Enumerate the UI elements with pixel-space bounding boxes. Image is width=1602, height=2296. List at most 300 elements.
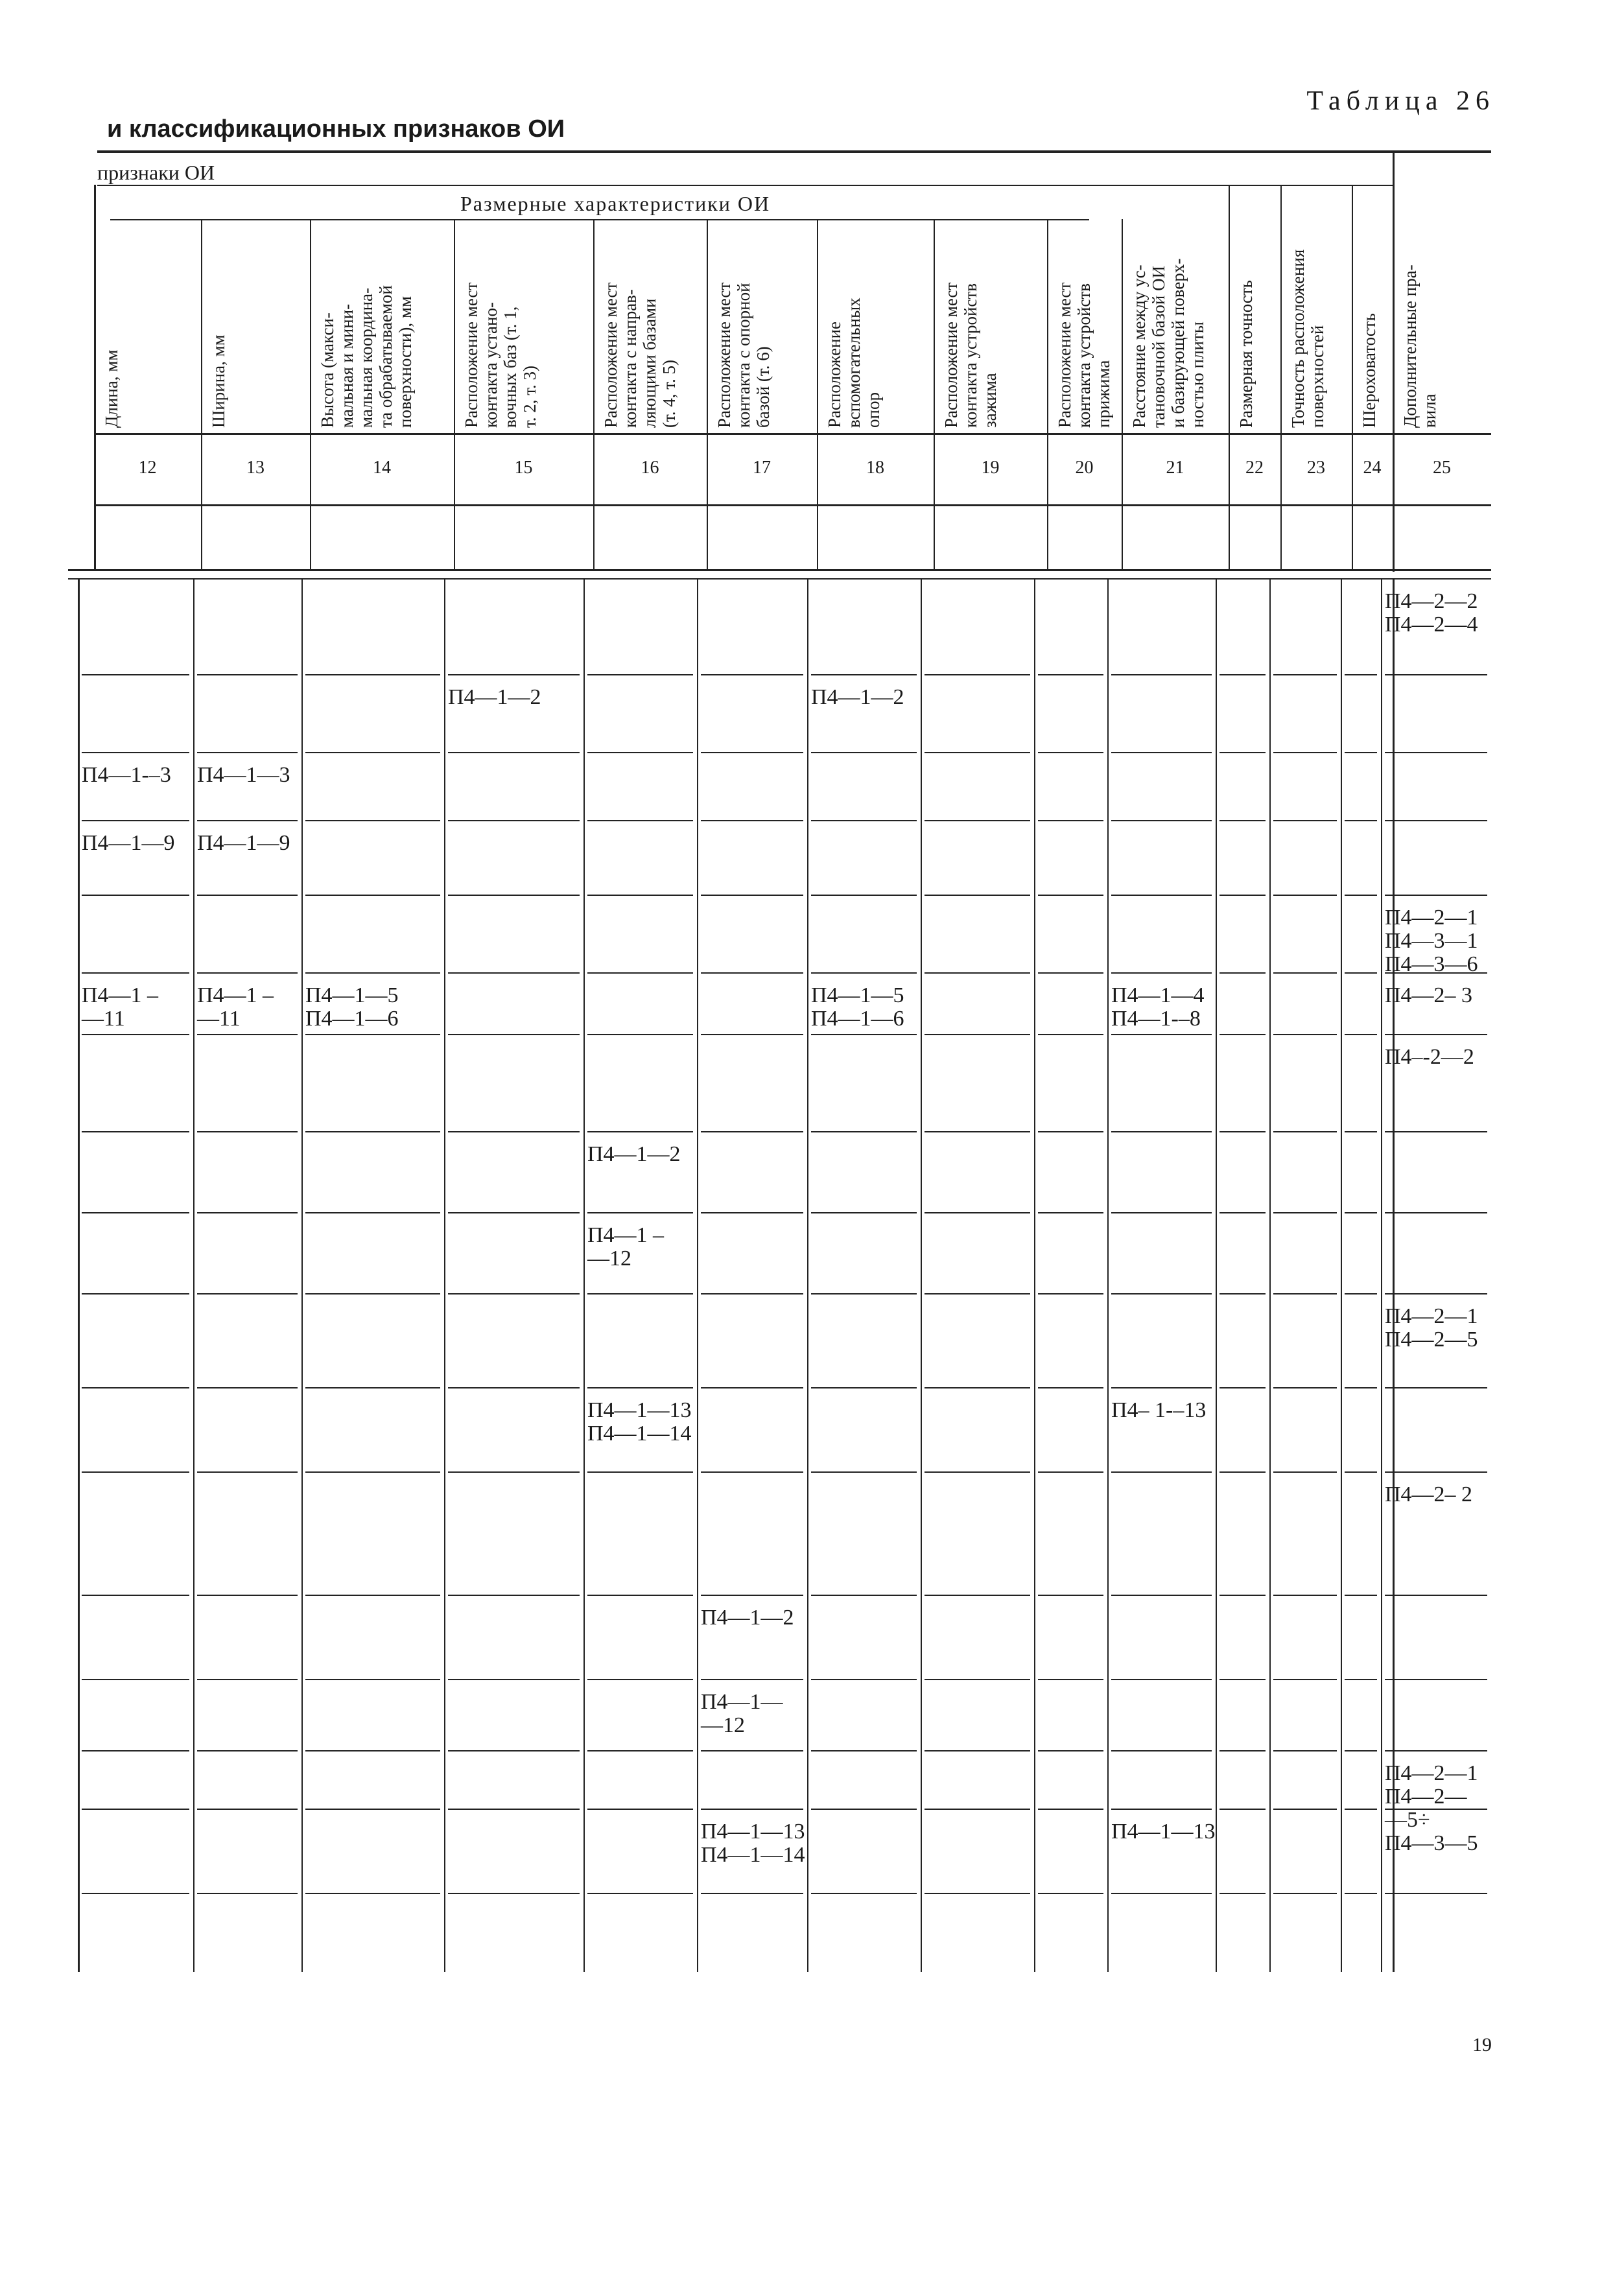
body-row-rule — [1219, 752, 1266, 753]
body-row-rule — [1273, 895, 1337, 896]
body-row-rule — [811, 1893, 917, 1894]
body-row-rule — [1385, 1387, 1487, 1388]
page-number: 19 — [1472, 2034, 1492, 2056]
body-row-rule — [587, 1595, 693, 1596]
body-row-rule — [701, 1034, 803, 1035]
body-row-rule — [1111, 1893, 1212, 1894]
body-row-rule — [1273, 674, 1337, 675]
body-row-rule — [1038, 820, 1103, 821]
body-row-rule — [197, 1212, 298, 1213]
body-row-rule — [1345, 820, 1377, 821]
body-row-rule — [925, 895, 1030, 896]
header-column-divider — [1352, 185, 1353, 569]
column-number-20: 20 — [1075, 458, 1094, 478]
body-row-rule — [1111, 1595, 1212, 1596]
body-row-rule — [1111, 1293, 1212, 1294]
column-number-24: 24 — [1363, 458, 1382, 478]
header-column-divider — [1393, 185, 1394, 569]
body-row-rule — [82, 752, 189, 753]
body-row-rule — [1273, 1034, 1337, 1035]
column-header-23: Точность расположения поверхностей — [1288, 249, 1327, 428]
column-number-22: 22 — [1245, 458, 1264, 478]
body-row-rule — [587, 674, 693, 675]
body-row-rule — [448, 1293, 580, 1294]
body-row-rule — [1273, 1293, 1337, 1294]
body-row-rule — [1111, 1679, 1212, 1680]
body-row-rule — [587, 1034, 693, 1035]
body-row-rule — [701, 1750, 803, 1751]
body-row-rule — [925, 1387, 1030, 1388]
body-row-rule — [811, 1679, 917, 1680]
body-row-rule — [1345, 1471, 1377, 1473]
body-row-rule — [925, 752, 1030, 753]
page-heading: и классификационных признаков ОИ — [107, 115, 565, 143]
body-row-rule — [82, 1293, 189, 1294]
body-row-rule — [1038, 1750, 1103, 1751]
body-column-divider — [301, 578, 303, 1972]
table-cell: П4—1—13 П4—1—14 — [587, 1398, 692, 1446]
body-row-rule — [1345, 1679, 1377, 1680]
table-cell: П4—1— —12 — [701, 1690, 783, 1737]
body-row-rule — [701, 1131, 803, 1132]
table-cell: П4—2—1 П4—3—1 П4—3—6 — [1385, 906, 1478, 976]
body-row-rule — [1345, 1293, 1377, 1294]
body-row-rule — [1038, 1893, 1103, 1894]
body-row-rule — [1038, 1131, 1103, 1132]
body-row-rule — [587, 972, 693, 974]
body-row-rule — [925, 1679, 1030, 1680]
column-header-16: Расположение мест контакта с направ- ляющими базами (т. 4, т. 5) — [601, 282, 679, 428]
column-header-24: Шероховатость — [1360, 313, 1379, 428]
body-row-rule — [1385, 895, 1487, 896]
body-column-divider — [697, 578, 698, 1972]
body-row-rule — [1345, 1212, 1377, 1213]
body-row-rule — [701, 1809, 803, 1810]
body-row-rule — [701, 1471, 803, 1473]
body-row-rule — [1038, 1471, 1103, 1473]
body-row-rule — [1219, 1750, 1266, 1751]
table-cell: П4—1—13 — [1111, 1820, 1216, 1844]
body-row-rule — [305, 1471, 440, 1473]
table-cell: П4—1—2 — [811, 685, 904, 709]
body-row-rule — [925, 1131, 1030, 1132]
table-cell: П4—2—2 П4—2—4 — [1385, 589, 1478, 637]
column-header-14: Высота (макси- мальная и мини- мальная координа- та обрабатываемой поверхности), мм — [318, 285, 415, 428]
body-row-rule — [701, 1679, 803, 1680]
body-row-rule — [811, 1750, 917, 1751]
body-row-rule — [1345, 1131, 1377, 1132]
body-row-rule — [925, 1293, 1030, 1294]
body-row-rule — [305, 1679, 440, 1680]
body-row-rule — [1038, 1034, 1103, 1035]
body-row-rule — [82, 1212, 189, 1213]
body-column-divider — [1269, 578, 1271, 1972]
header-column-divider — [454, 219, 455, 569]
body-row-rule — [587, 1387, 693, 1388]
body-row-rule — [1385, 1034, 1487, 1035]
column-number-19: 19 — [981, 458, 1000, 478]
table-cell: П4—1—13 П4—1—14 — [701, 1820, 805, 1867]
body-row-rule — [82, 1471, 189, 1473]
body-row-rule — [1038, 752, 1103, 753]
body-row-rule — [587, 820, 693, 821]
column-header-15: Расположение мест контакта устано- вочных баз (т. 1, т. 2, т. 3) — [462, 282, 539, 428]
column-header-17: Расположение мест контакта с опорной базой (т. 6) — [714, 282, 773, 428]
body-row-rule — [1385, 1893, 1487, 1894]
column-number-14: 14 — [373, 458, 391, 478]
body-row-rule — [701, 752, 803, 753]
body-row-rule — [1219, 1034, 1266, 1035]
body-row-rule — [1345, 895, 1377, 896]
table-cell: П4—2—1 П4—2—5 — [1385, 1304, 1478, 1352]
header-column-divider — [310, 219, 311, 569]
body-row-rule — [587, 1679, 693, 1680]
body-row-rule — [1219, 1893, 1266, 1894]
body-row-rule — [82, 1750, 189, 1751]
body-row-rule — [305, 1750, 440, 1751]
body-row-rule — [925, 820, 1030, 821]
body-row-rule — [811, 1131, 917, 1132]
table-cell: П4—2—1 П4—2— —5÷ П4—3—5 — [1385, 1761, 1478, 1855]
column-number-17: 17 — [753, 458, 771, 478]
body-row-rule — [448, 1471, 580, 1473]
body-row-rule — [448, 1131, 580, 1132]
body-row-rule — [197, 1679, 298, 1680]
table-cell: П4—2– 3 — [1385, 983, 1473, 1007]
body-row-rule — [197, 820, 298, 821]
body-row-rule — [305, 972, 440, 974]
body-row-rule — [82, 1595, 189, 1596]
body-row-rule — [811, 752, 917, 753]
column-header-20: Расположение мест контакта устройств прижима — [1055, 282, 1113, 428]
body-row-rule — [305, 895, 440, 896]
header-column-divider — [1122, 219, 1123, 569]
body-column-divider — [1216, 578, 1217, 1972]
body-row-rule — [1385, 820, 1487, 821]
column-header-21: Расстояние между ус- тановочной базой ОИ и базирующей поверх- ностью плиты — [1129, 258, 1207, 428]
body-row-rule — [1385, 1595, 1487, 1596]
body-row-rule — [811, 1212, 917, 1213]
body-row-rule — [1111, 1750, 1212, 1751]
body-row-rule — [82, 1893, 189, 1894]
header-column-divider — [817, 219, 818, 569]
body-row-rule — [197, 752, 298, 753]
body-row-rule — [1219, 1293, 1266, 1294]
body-row-rule — [1219, 1471, 1266, 1473]
body-row-rule — [197, 1471, 298, 1473]
column-number-23: 23 — [1307, 458, 1325, 478]
body-row-rule — [701, 820, 803, 821]
body-row-rule — [587, 895, 693, 896]
body-row-rule — [1111, 1034, 1212, 1035]
body-row-rule — [1345, 1595, 1377, 1596]
body-row-rule — [811, 1293, 917, 1294]
body-row-rule — [701, 1293, 803, 1294]
body-row-rule — [1111, 674, 1212, 675]
table-cell: П4—1—5 П4—1—6 — [305, 983, 399, 1031]
body-row-rule — [587, 1131, 693, 1132]
body-row-rule — [305, 1809, 440, 1810]
body-row-rule — [1345, 1387, 1377, 1388]
body-row-rule — [587, 1809, 693, 1810]
body-row-rule — [305, 1595, 440, 1596]
body-row-rule — [448, 1809, 580, 1810]
body-row-rule — [1038, 1679, 1103, 1680]
body-row-rule — [1111, 1387, 1212, 1388]
body-row-rule — [305, 1131, 440, 1132]
body-row-rule — [1273, 1212, 1337, 1213]
body-column-divider — [193, 578, 194, 1972]
body-row-rule — [448, 1750, 580, 1751]
body-row-rule — [1345, 1034, 1377, 1035]
table-cell: П4—1 – —12 — [587, 1223, 665, 1271]
column-number-25: 25 — [1433, 458, 1451, 478]
body-column-divider — [1034, 578, 1035, 1972]
body-row-rule — [701, 674, 803, 675]
body-row-rule — [197, 1809, 298, 1810]
body-row-rule — [811, 820, 917, 821]
body-row-rule — [925, 1893, 1030, 1894]
body-row-rule — [305, 1034, 440, 1035]
table-cell: П4—1—5 П4—1—6 — [811, 983, 904, 1031]
body-row-rule — [925, 1471, 1030, 1473]
column-number-13: 13 — [246, 458, 265, 478]
body-row-rule — [1219, 1212, 1266, 1213]
body-row-rule — [82, 1679, 189, 1680]
column-number-21: 21 — [1166, 458, 1184, 478]
body-row-rule — [1111, 1131, 1212, 1132]
body-row-rule — [1111, 752, 1212, 753]
body-row-rule — [925, 1809, 1030, 1810]
body-row-rule — [448, 1212, 580, 1213]
body-row-rule — [82, 1809, 189, 1810]
body-row-rule — [448, 752, 580, 753]
body-row-rule — [1385, 1212, 1487, 1213]
body-row-rule — [197, 1893, 298, 1894]
body-row-rule — [1111, 1471, 1212, 1473]
body-row-rule — [1273, 972, 1337, 974]
body-column-divider — [1107, 578, 1109, 1972]
body-row-rule — [1345, 1809, 1377, 1810]
body-column-divider — [1341, 578, 1342, 1972]
body-row-rule — [1273, 1750, 1337, 1751]
body-row-rule — [448, 1034, 580, 1035]
body-row-rule — [1038, 1293, 1103, 1294]
body-row-rule — [1038, 674, 1103, 675]
body-row-rule — [701, 1387, 803, 1388]
column-number-18: 18 — [866, 458, 884, 478]
header-column-divider — [1047, 219, 1048, 569]
body-row-rule — [811, 895, 917, 896]
body-row-rule — [448, 972, 580, 974]
body-row-rule — [82, 1034, 189, 1035]
body-row-rule — [1273, 1595, 1337, 1596]
body-row-rule — [1345, 1893, 1377, 1894]
table-cell: П4—2– 2 — [1385, 1482, 1473, 1506]
table-cell: П4—1—3 — [197, 763, 290, 787]
body-row-rule — [587, 752, 693, 753]
header-column-divider — [934, 219, 935, 569]
column-number-12: 12 — [138, 458, 157, 478]
table-cell: П4—1 – —11 — [197, 983, 274, 1031]
table-cell: П4—1—2 — [587, 1142, 681, 1166]
body-row-rule — [1219, 1679, 1266, 1680]
header-column-divider — [593, 219, 595, 569]
body-row-rule — [811, 1034, 917, 1035]
body-row-rule — [1111, 972, 1212, 974]
body-row-rule — [1273, 1679, 1337, 1680]
column-header-18: Расположение вспомогательных опор — [825, 298, 883, 428]
table-cell: П4—1—2 — [448, 685, 541, 709]
body-row-rule — [1345, 674, 1377, 675]
body-row-rule — [1038, 1387, 1103, 1388]
table-label: Таблица 26 — [1306, 86, 1495, 116]
table-cell: П4—1—9 — [82, 831, 175, 855]
body-row-rule — [305, 674, 440, 675]
body-row-rule — [1273, 820, 1337, 821]
body-row-rule — [701, 895, 803, 896]
table-cell: П4—1 – —11 — [82, 983, 159, 1031]
body-row-rule — [1273, 1387, 1337, 1388]
body-row-rule — [811, 1471, 917, 1473]
body-row-rule — [1219, 972, 1266, 974]
body-row-rule — [1219, 820, 1266, 821]
body-row-rule — [1273, 1471, 1337, 1473]
body-row-rule — [811, 674, 917, 675]
body-row-rule — [587, 1293, 693, 1294]
body-row-rule — [82, 972, 189, 974]
group-label: признаки ОИ — [97, 161, 215, 184]
header-column-divider — [1229, 185, 1230, 569]
body-row-rule — [1038, 1212, 1103, 1213]
body-row-rule — [82, 895, 189, 896]
body-row-rule — [197, 1595, 298, 1596]
body-row-rule — [305, 1387, 440, 1388]
column-header-12: Длина, мм — [102, 349, 121, 428]
body-row-rule — [197, 1293, 298, 1294]
body-row-rule — [701, 1212, 803, 1213]
body-row-rule — [1273, 1893, 1337, 1894]
body-row-rule — [701, 972, 803, 974]
column-header-19: Расположение мест контакта устройств зажима — [941, 282, 1000, 428]
body-row-rule — [1385, 1679, 1487, 1680]
body-row-rule — [448, 1679, 580, 1680]
body-row-rule — [587, 1893, 693, 1894]
body-row-rule — [1385, 1293, 1487, 1294]
body-row-rule — [448, 674, 580, 675]
body-row-rule — [925, 674, 1030, 675]
body-row-rule — [1273, 1809, 1337, 1810]
body-row-rule — [925, 972, 1030, 974]
body-row-rule — [1038, 1809, 1103, 1810]
body-row-rule — [82, 1131, 189, 1132]
body-row-rule — [925, 1034, 1030, 1035]
table-cell: П4–-2—2 — [1385, 1045, 1474, 1069]
body-row-rule — [1219, 674, 1266, 675]
body-row-rule — [305, 820, 440, 821]
body-row-rule — [305, 752, 440, 753]
column-header-22: Размерная точность — [1236, 280, 1256, 428]
body-row-rule — [197, 1750, 298, 1751]
body-row-rule — [305, 1293, 440, 1294]
body-row-rule — [1219, 1387, 1266, 1388]
body-row-rule — [197, 674, 298, 675]
table-cell: П4—1—2 — [701, 1606, 794, 1630]
body-row-rule — [1038, 1595, 1103, 1596]
body-row-rule — [587, 1212, 693, 1213]
body-row-rule — [925, 1595, 1030, 1596]
body-row-rule — [197, 972, 298, 974]
table-cell: П4—1—4 П4—1-–8 — [1111, 983, 1205, 1031]
body-row-rule — [448, 1387, 580, 1388]
body-row-rule — [1111, 895, 1212, 896]
body-row-rule — [197, 1131, 298, 1132]
body-row-rule — [197, 1034, 298, 1035]
table-cell: П4—1-–3 — [82, 763, 171, 787]
body-row-rule — [587, 1750, 693, 1751]
body-row-rule — [1345, 752, 1377, 753]
body-row-rule — [1219, 895, 1266, 896]
span-header: Размерные характеристики ОИ — [460, 192, 771, 215]
column-header-25: Дополнительные пра- вила — [1400, 264, 1439, 428]
body-row-rule — [197, 895, 298, 896]
body-row-rule — [1111, 820, 1212, 821]
header-column-divider — [707, 219, 708, 569]
body-row-rule — [1385, 752, 1487, 753]
body-row-rule — [925, 1750, 1030, 1751]
table-cell: П4– 1-–13 — [1111, 1398, 1207, 1422]
body-row-rule — [701, 1595, 803, 1596]
body-row-rule — [1385, 1750, 1487, 1751]
body-row-rule — [811, 972, 917, 974]
body-row-rule — [1038, 895, 1103, 896]
body-row-rule — [448, 895, 580, 896]
body-row-rule — [701, 1893, 803, 1894]
body-row-rule — [1273, 752, 1337, 753]
body-column-divider — [921, 578, 922, 1972]
body-row-rule — [197, 1387, 298, 1388]
body-row-rule — [811, 1387, 917, 1388]
body-row-rule — [1219, 1131, 1266, 1132]
body-row-rule — [1219, 1595, 1266, 1596]
body-row-rule — [1345, 1750, 1377, 1751]
body-row-rule — [811, 1595, 917, 1596]
body-row-rule — [448, 820, 580, 821]
body-row-rule — [1111, 1212, 1212, 1213]
column-number-15: 15 — [514, 458, 533, 478]
body-row-rule — [1273, 1131, 1337, 1132]
body-row-rule — [587, 1471, 693, 1473]
body-row-rule — [1111, 1809, 1212, 1810]
body-row-rule — [82, 674, 189, 675]
body-row-rule — [1385, 674, 1487, 675]
body-row-rule — [925, 1212, 1030, 1213]
body-column-divider — [583, 578, 585, 1972]
body-row-rule — [1038, 972, 1103, 974]
header-column-divider — [201, 219, 202, 569]
body-row-rule — [1385, 1471, 1487, 1473]
table-cell: П4—1—9 — [197, 831, 290, 855]
column-number-16: 16 — [641, 458, 659, 478]
body-row-rule — [1345, 972, 1377, 974]
body-column-divider — [807, 578, 808, 1972]
body-row-rule — [811, 1809, 917, 1810]
body-row-rule — [1385, 1131, 1487, 1132]
body-row-rule — [1219, 1809, 1266, 1810]
body-row-rule — [448, 1595, 580, 1596]
body-column-divider — [1381, 578, 1382, 1972]
body-row-rule — [305, 1212, 440, 1213]
